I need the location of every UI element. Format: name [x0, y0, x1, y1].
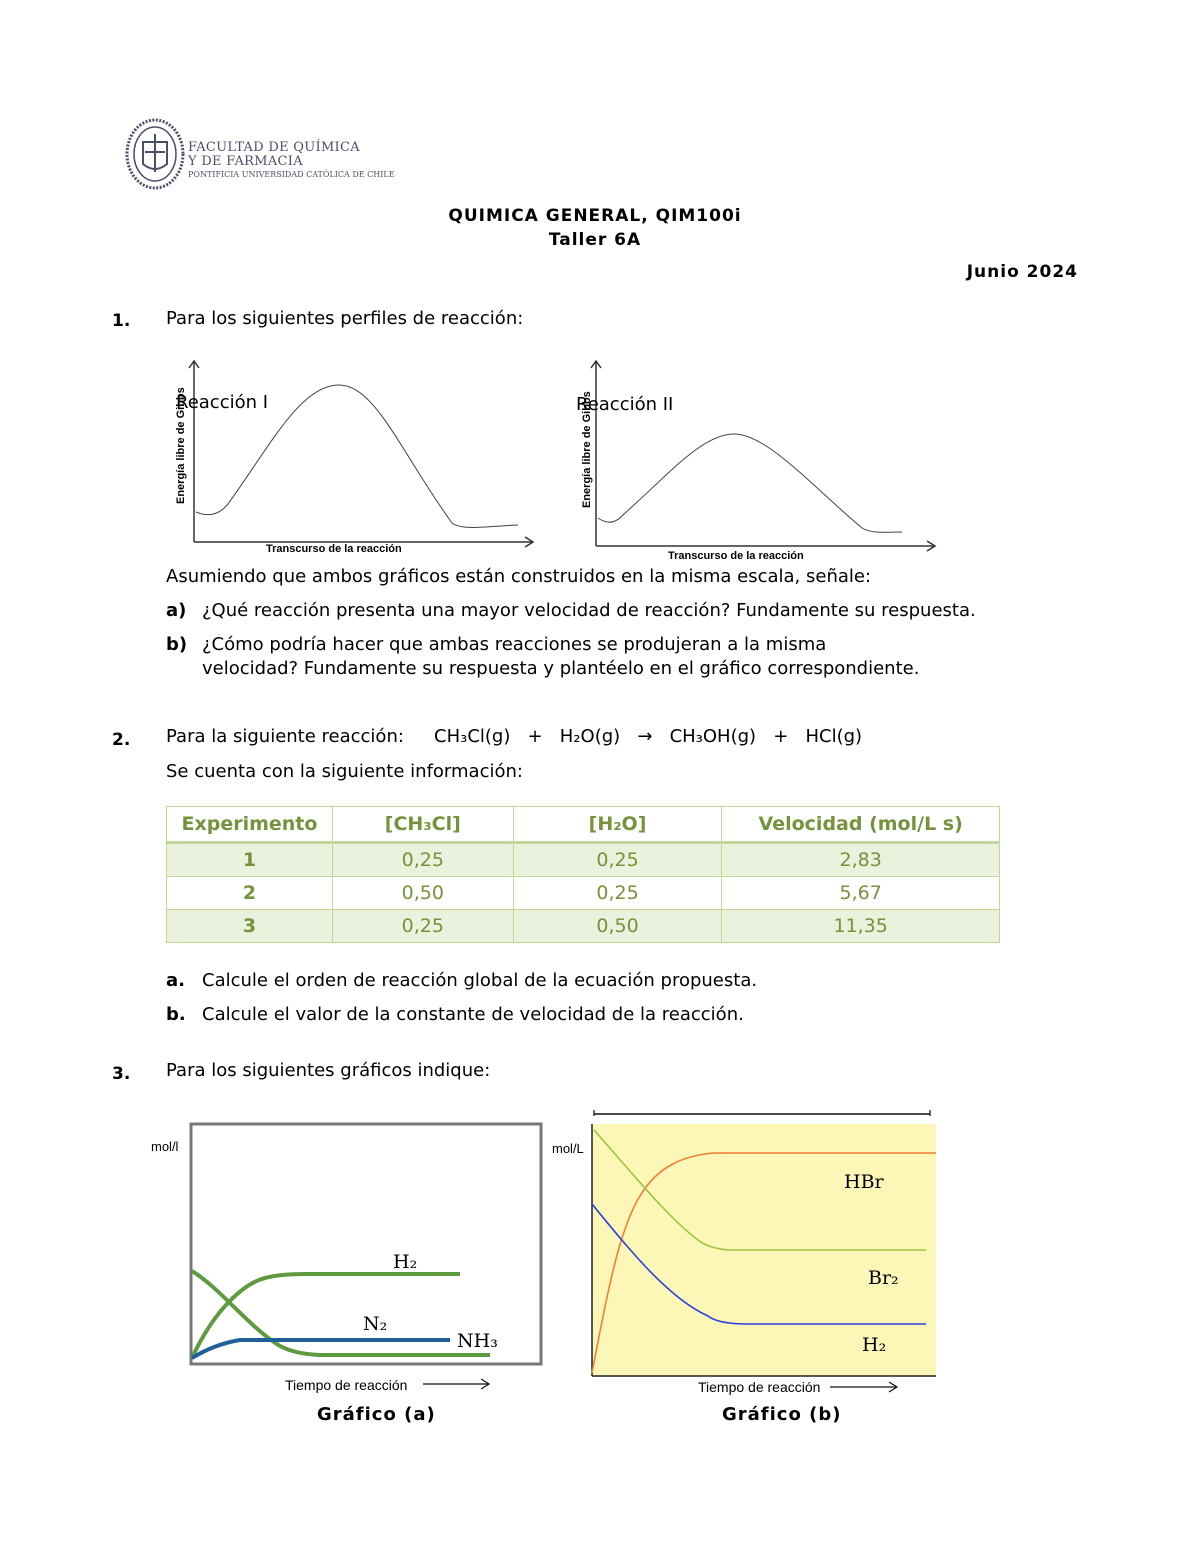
cell-velocity: 2,83 — [722, 843, 1000, 877]
q2-b-letter: b. — [166, 1004, 186, 1025]
header-experiment: Experimento — [167, 807, 333, 843]
reaction-1-graph — [170, 356, 540, 556]
workshop-title: Taller 6A — [548, 230, 642, 250]
q1-a-text: ¿Qué reacción presenta una mayor velocidad de reacción? Fundamente su respuesta. — [202, 600, 976, 621]
header-h2o: [H₂O] — [513, 807, 722, 843]
reaction-2-label: Reacción II — [576, 394, 674, 415]
experiment-table — [166, 806, 1000, 943]
q1-b-text-1: ¿Cómo podría hacer que ambas reacciones se produjeran a la misma — [202, 634, 827, 655]
q1-b-text-2: velocidad? Fundamente su respuesta y plantéelo en el gráfico correspondiente. — [202, 658, 920, 679]
q3-prompt: Para los siguientes gráficos indique: — [166, 1060, 491, 1081]
graph-b-label-1: HBr — [844, 1171, 884, 1193]
q2-number: 2. — [112, 730, 131, 750]
energy-curve — [598, 434, 902, 532]
cell-experiment: 3 — [167, 910, 333, 943]
q1-assumption: Asumiendo que ambos gráficos están construidos en la misma escala, señale: — [166, 566, 872, 587]
cell-experiment: 2 — [167, 877, 333, 910]
q1-a-letter: a) — [166, 600, 187, 621]
reaction-2-graph — [572, 356, 942, 564]
x-axis-label: Transcurso de la reacción — [668, 550, 804, 562]
cell-velocity: 11,35 — [722, 910, 1000, 943]
q2-a-letter: a. — [166, 970, 185, 991]
reaction-1-label: Reacción I — [176, 392, 269, 413]
logo-line-3: PONTIFICIA UNIVERSIDAD CATÓLICA DE CHILE — [188, 170, 395, 179]
x-axis-label: Transcurso de la reacción — [266, 543, 402, 555]
q2-b-text: Calcule el valor de la constante de velocidad de la reacción. — [202, 1004, 744, 1025]
seal-icon — [124, 116, 186, 192]
q1-b-letter: b) — [166, 634, 188, 655]
table-row — [167, 877, 1000, 910]
y-axis-label: Energía libre de Gibbs — [581, 391, 593, 508]
q2-a-text: Calcule el orden de reacción global de la ecuación propuesta. — [202, 970, 758, 991]
cell-experiment: 1 — [167, 843, 333, 877]
q2-info: Se cuenta con la siguiente información: — [166, 761, 523, 782]
graph-a — [145, 1118, 550, 1398]
table-row — [167, 843, 1000, 877]
graph-a-xlabel: Tiempo de reacción — [285, 1377, 408, 1393]
table-header-row — [167, 807, 1000, 843]
q3-number: 3. — [112, 1064, 131, 1084]
graph-a-label-2: N₂ — [363, 1313, 388, 1335]
graph-b — [548, 1108, 940, 1400]
logo-line-1: FACULTAD DE QUÍMICA — [188, 140, 360, 155]
y-axis-label: Energía libre de Gibbs — [175, 387, 187, 504]
graph-a-label-3: NH₃ — [457, 1330, 498, 1352]
graph-b-ylabel: mol/L — [552, 1141, 584, 1156]
q1-prompt: Para los siguientes perfiles de reacción: — [166, 308, 524, 329]
cell-velocity: 5,67 — [722, 877, 1000, 910]
graph-b-xlabel: Tiempo de reacción — [698, 1379, 821, 1395]
graph-a-label-1: H₂ — [393, 1251, 418, 1273]
graph-b-label-3: H₂ — [862, 1334, 887, 1356]
cell-h2o: 0,25 — [513, 843, 722, 877]
q2-prompt: Para la siguiente reacción: — [166, 726, 404, 747]
cell-ch3cl: 0,50 — [332, 877, 513, 910]
table-row — [167, 910, 1000, 943]
header-ch3cl: [CH₃Cl] — [332, 807, 513, 843]
graph-b-caption: Gráfico (b) — [722, 1404, 842, 1425]
graph-a-ylabel: mol/l — [151, 1139, 179, 1154]
course-title: QUIMICA GENERAL, QIM100i — [448, 206, 742, 226]
q1-number: 1. — [112, 311, 131, 331]
logo-line-2: Y DE FARMACIA — [188, 154, 303, 169]
cell-ch3cl: 0,25 — [332, 910, 513, 943]
graph-b-label-2: Br₂ — [868, 1267, 899, 1289]
header-velocity: Velocidad (mol/L s) — [722, 807, 1000, 843]
cell-h2o: 0,50 — [513, 910, 722, 943]
cell-ch3cl: 0,25 — [332, 843, 513, 877]
graph-a-caption: Gráfico (a) — [317, 1404, 436, 1425]
faculty-logo — [124, 116, 424, 192]
cell-h2o: 0,25 — [513, 877, 722, 910]
q2-equation: CH₃Cl(g) + H₂O(g) → CH₃OH(g) + HCl(g) — [434, 726, 863, 747]
date: Junio 2024 — [966, 262, 1078, 282]
